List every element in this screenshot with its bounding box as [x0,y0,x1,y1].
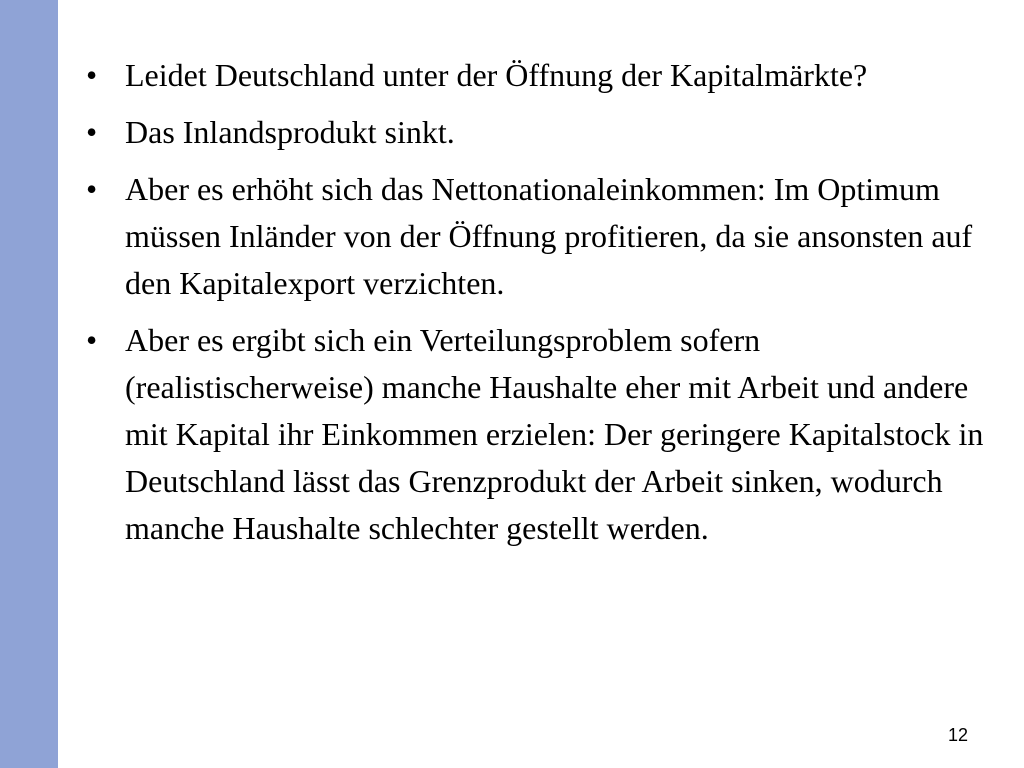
slide-content [80,52,1000,562]
bullet-text: Aber es erhöht sich das Nettonationaleinkommen: Im Optimum müssen Inländer von der Öffnung profitieren, da sie ansonsten auf den Kapitalexport verzichten. [125,171,973,301]
page-number: 12 [947,725,968,745]
bullet-item [80,109,1000,156]
bullet-icon: • [86,114,98,150]
bullet-list [80,52,1000,552]
bullet-item [80,52,1000,99]
bullet-item [80,166,1000,307]
left-accent-bar [0,0,58,768]
bullet-item [80,317,1000,552]
bullet-text: Aber es ergibt sich ein Verteilungsproblem sofern (realistischerweise) manche Haushalte eher mit Arbeit und andere mit Kapital ihr Einkommen erzielen: Der geringere Kapitalstock in Deutschland lässt das Grenzprodukt der Arbeit sinken, wodurch manche Haushalte schlechter gestellt werden. [125,322,984,546]
bullet-text: Das Inlandsprodukt sinkt. [125,114,455,150]
bullet-text: Leidet Deutschland unter der Öffnung der Kapitalmärkte? [125,57,868,93]
bullet-icon: • [86,57,98,93]
bullet-icon: • [86,322,98,358]
bullet-icon: • [86,171,98,207]
